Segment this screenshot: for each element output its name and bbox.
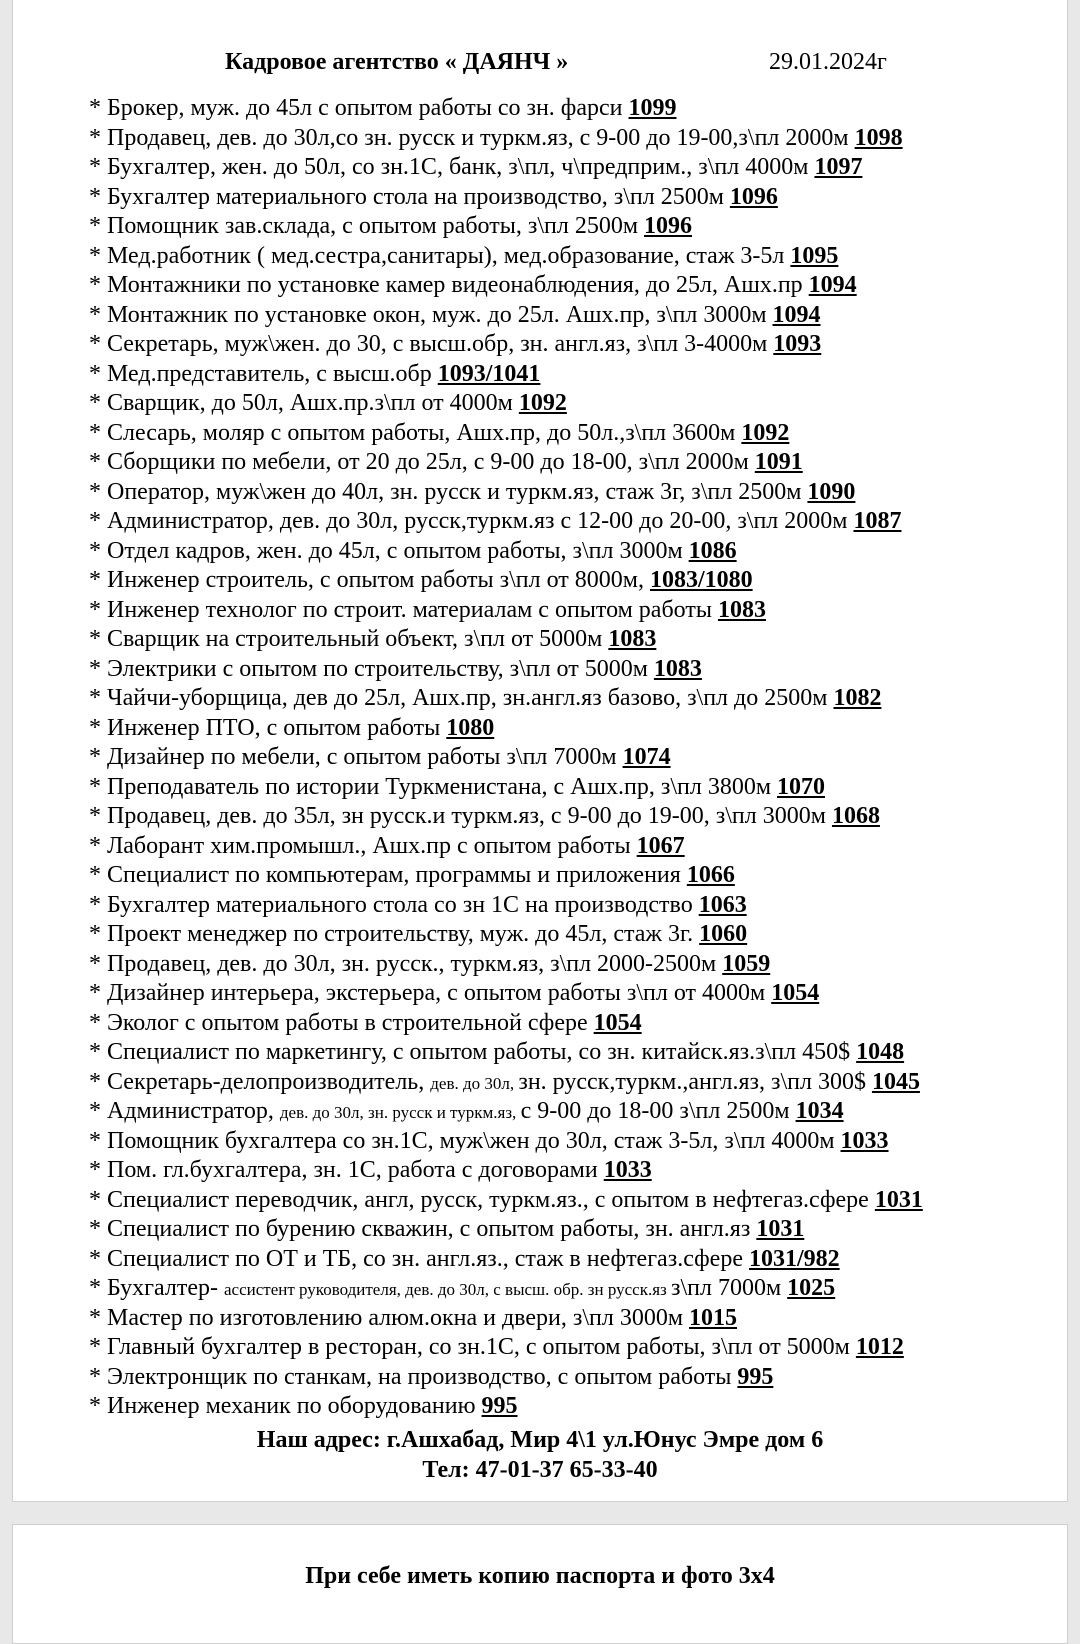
vacancy-item [89, 1156, 1059, 1186]
vacancy-text: * Сварщик, до 50л, Ашх.пр.з\пл от 4000м [89, 390, 519, 416]
vacancy-item [89, 596, 1059, 626]
vacancy-item [89, 979, 1059, 1009]
vacancy-text: * Специалист по компьютерам, программы и приложения [89, 862, 687, 888]
vacancy-text: дев. до 30л, [430, 1073, 519, 1093]
vacancy-code: 1094 [808, 272, 857, 298]
vacancy-code: 1068 [831, 803, 880, 829]
vacancy-item [89, 389, 1059, 419]
vacancy-text: * Инженер строитель, с опытом работы з\пл от 8000м, [89, 567, 650, 593]
vacancy-item [89, 212, 1059, 242]
vacancy-text: * Продавец, дев. до 30л,со зн. русск и туркм.яз, с 9-00 до 19-00,з\пл 2000м [89, 124, 855, 151]
vacancy-text: * Администратор, дев. до 30л, русск,туркм.яз с 12-00 до 20-00, з\пл 2000м [89, 508, 854, 534]
vacancy-code: 1083 [717, 596, 766, 623]
vacancy-code: 1093 [773, 331, 822, 357]
requirements-note: При себе иметь копию паспорта и фото 3х4 [305, 1563, 775, 1589]
vacancy-code: 995 [481, 1393, 518, 1419]
vacancy-item [89, 743, 1059, 773]
vacancy-text: * Пом. гл.бухгалтера, зн. 1С, работа с договорами [89, 1157, 604, 1183]
vacancy-code: 1087 [853, 508, 902, 534]
vacancy-code: 1094 [772, 301, 821, 328]
vacancy-item [89, 1215, 1059, 1245]
vacancy-item [89, 1304, 1059, 1334]
vacancy-item [89, 183, 1059, 213]
vacancy-code: 1097 [814, 154, 863, 180]
vacancy-code: 1054 [771, 980, 820, 1006]
vacancy-item [89, 625, 1059, 655]
vacancy-text: * Секретарь-делопроизводитель, [89, 1068, 431, 1095]
vacancy-text: ассистент руководителя, дев. до 30л, с высш. обр. зн русск.яз [224, 1280, 672, 1299]
document-page-2 [12, 1524, 1068, 1644]
vacancy-text: * Отдел кадров, жен. до 45л, с опытом работы, з\пл 3000м [89, 537, 689, 564]
vacancy-text: * Помощник зав.склада, с опытом работы, з\пл 2500м [89, 213, 644, 239]
vacancy-item [89, 537, 1059, 567]
vacancy-item [89, 419, 1059, 449]
vacancy-code: 1031/982 [749, 1245, 840, 1272]
vacancy-code: 1095 [790, 242, 839, 269]
vacancy-list [89, 94, 1059, 1422]
vacancy-code: 1083 [608, 626, 657, 652]
vacancy-code: 1082 [833, 685, 882, 711]
vacancy-text: * Мед.работник ( мед.сестра,санитары), мед.образование, стаж 3-5л [89, 242, 791, 269]
vacancy-code: 1092 [518, 390, 567, 416]
address-line: Наш адрес: г.Ашхабад, Мир 4\1 ул.Юнус Эмре дом 6 [256, 1427, 824, 1453]
vacancy-code: 1099 [628, 95, 677, 121]
vacancy-item [89, 360, 1059, 390]
vacancy-item [89, 507, 1059, 537]
vacancy-code: 1045 [871, 1068, 920, 1095]
vacancy-code: 1034 [795, 1098, 844, 1124]
vacancy-item [89, 1097, 1059, 1127]
vacancy-item [89, 448, 1059, 478]
vacancy-item [89, 832, 1059, 862]
vacancy-code: 1092 [741, 419, 790, 446]
vacancy-code: 1012 [855, 1334, 904, 1360]
vacancy-item [89, 950, 1059, 980]
vacancy-item [89, 1186, 1059, 1216]
vacancy-text: * Брокер, муж. до 45л с опытом работы со зн. фарси [89, 95, 629, 121]
vacancy-item [89, 124, 1059, 154]
vacancy-code: 1093/1041 [437, 360, 541, 387]
vacancy-text: дев. до 30л, зн. русск и туркм.яз, [279, 1103, 521, 1122]
vacancy-item [89, 330, 1059, 360]
vacancy-code: 1096 [729, 183, 778, 210]
vacancy-item [89, 271, 1059, 301]
vacancy-text: * Секретарь, муж\жен. до 30, с высш.обр, зн. англ.яз, з\пл 3-4000м [89, 331, 774, 357]
vacancy-item [89, 1068, 1059, 1098]
vacancy-item [89, 153, 1059, 183]
vacancy-text: * Электрики с опытом по строительству, з\пл от 5000м [89, 655, 654, 682]
vacancy-item [89, 684, 1059, 714]
vacancy-text: * Бухгалтер- [89, 1275, 224, 1301]
vacancy-item [89, 1333, 1059, 1363]
vacancy-text: * Дизайнер по мебели, с опытом работы з\пл 7000м [89, 744, 623, 770]
vacancy-text: * Мед.представитель, с высш.обр [89, 360, 438, 387]
document-date: 29.01.2024г [769, 49, 887, 75]
vacancy-item [89, 1363, 1059, 1393]
vacancy-item [89, 1392, 1059, 1422]
vacancy-item [89, 1245, 1059, 1275]
vacancy-item [89, 655, 1059, 685]
vacancy-text: * Главный бухгалтер в ресторан, со зн.1С, с опытом работы, з\пл от 5000м [89, 1334, 856, 1360]
vacancy-text: * Продавец, дев. до 30л, зн. русск., туркм.яз, з\пл 2000-2500м [89, 950, 723, 977]
vacancy-code: 1033 [603, 1157, 652, 1183]
vacancy-item [89, 773, 1059, 803]
vacancy-text: * Бухгалтер, жен. до 50л, со зн.1С, банк, з\пл, ч\предприм., з\пл 4000м [89, 154, 815, 180]
vacancy-code: 1080 [446, 714, 495, 741]
vacancy-text: * Монтажник по установке окон, муж. до 25л. Ашх.пр, з\пл 3000м [89, 301, 773, 328]
vacancy-text: * Проект менеджер по строительству, муж. до 45л, стаж 3г. [89, 921, 700, 947]
vacancy-code: 1096 [644, 213, 692, 239]
document-page [12, 0, 1068, 1502]
vacancy-text: * Чайчи-уборщица, дев до 25л, Ашх.пр, зн.англ.яз базово, з\пл до 2500м [89, 685, 834, 711]
vacancy-code: 1083 [653, 655, 702, 682]
vacancy-item [89, 94, 1059, 124]
vacancy-item [89, 478, 1059, 508]
vacancy-item [89, 920, 1059, 950]
vacancy-code: 1063 [698, 891, 747, 918]
vacancy-text: * Эколог с опытом работы в строительной сфере [89, 1009, 594, 1036]
vacancy-code: 1086 [688, 537, 737, 564]
vacancy-text: * Мастер по изготовлению алюм.окна и двери, з\пл 3000м [89, 1304, 690, 1331]
vacancy-code: 1048 [856, 1039, 905, 1065]
vacancy-text: * Оператор, муж\жен до 40л, зн. русск и туркм.яз, стаж 3г, з\пл 2500м [89, 478, 808, 505]
vacancy-code: 1090 [807, 478, 856, 505]
vacancy-text: зн. русск,туркм.,англ.яз, з\пл 300$ [518, 1068, 872, 1095]
vacancy-code: 1060 [699, 921, 748, 947]
vacancy-text: * Специалист по бурению скважин, с опытом работы, зн. англ.яз [89, 1216, 757, 1242]
vacancy-text: * Сборщики по мебели, от 20 до 25л, с 9-00 до 18-00, з\пл 2000м [89, 449, 755, 475]
vacancy-code: 995 [737, 1363, 774, 1390]
vacancy-code: 1025 [787, 1275, 836, 1301]
document-header [13, 42, 1067, 82]
vacancy-code: 1091 [754, 449, 803, 475]
vacancy-text: * Бухгалтер материального стола со зн 1С на производство [89, 891, 699, 918]
vacancy-code: 1083/1080 [649, 567, 753, 593]
vacancy-item [89, 1274, 1059, 1304]
phone-line: Тел: 47-01-37 65-33-40 [422, 1457, 658, 1483]
vacancy-text: * Инженер технолог по строит. материалам с опытом работы [89, 596, 718, 623]
vacancy-text: * Электронщик по станкам, на производство, с опытом работы [89, 1363, 738, 1390]
vacancy-item [89, 1127, 1059, 1157]
vacancy-text: * Помощник бухгалтера со зн.1С, муж\жен до 30л, стаж 3-5л, з\пл 4000м [89, 1127, 841, 1154]
vacancy-item [89, 861, 1059, 891]
vacancy-text: * Инженер ПТО, с опытом работы [89, 714, 447, 741]
vacancy-text: з\пл 7000м [671, 1275, 788, 1301]
vacancy-code: 1074 [622, 744, 671, 770]
vacancy-text: * Сварщик на строительный объект, з\пл от 5000м [89, 626, 609, 652]
vacancy-text: * Инженер механик по оборудованию [89, 1393, 482, 1419]
vacancy-text: * Слесарь, моляр с опытом работы, Ашх.пр, до 50л.,з\пл 3600м [89, 419, 742, 446]
vacancy-item [89, 1038, 1059, 1068]
vacancy-text: * Дизайнер интерьера, экстерьера, с опытом работы з\пл от 4000м [89, 980, 772, 1006]
vacancy-text: * Специалист по ОТ и ТБ, со зн. англ.яз., стаж в нефтегаз.сфере [89, 1245, 749, 1272]
vacancy-item [89, 802, 1059, 832]
vacancy-code: 1059 [722, 950, 771, 977]
vacancy-item [89, 891, 1059, 921]
vacancy-text: * Продавец, дев. до 35л, зн русск.и туркм.яз, с 9-00 до 19-00, з\пл 3000м [89, 803, 832, 829]
vacancy-code: 1031 [874, 1186, 923, 1213]
vacancy-code: 1054 [593, 1009, 642, 1036]
vacancy-code: 1033 [840, 1127, 889, 1154]
vacancy-item [89, 242, 1059, 272]
vacancy-code: 1067 [636, 832, 685, 859]
vacancy-code: 1098 [854, 124, 903, 151]
vacancy-item [89, 301, 1059, 331]
vacancy-code: 1015 [689, 1304, 738, 1331]
vacancy-text: * Специалист переводчик, англ, русск, туркм.яз., с опытом в нефтегаз.сфере [89, 1186, 875, 1213]
vacancy-text: * Администратор, [89, 1098, 280, 1124]
vacancy-item [89, 566, 1059, 596]
vacancy-code: 1070 [777, 773, 826, 800]
vacancy-code: 1066 [686, 862, 735, 888]
vacancy-text: * Лаборант хим.промышл., Ашх.пр с опытом работы [89, 832, 637, 859]
vacancy-code: 1031 [756, 1216, 805, 1242]
vacancy-text: * Бухгалтер материального стола на производство, з\пл 2500м [89, 183, 730, 210]
vacancy-text: с 9-00 до 18-00 з\пл 2500м [520, 1098, 796, 1124]
vacancy-item [89, 1009, 1059, 1039]
vacancy-text: * Специалист по маркетингу, с опытом работы, со зн. китайск.яз.з\пл 450$ [89, 1039, 857, 1065]
agency-title: Кадровое агентство « ДАЯНЧ » [225, 49, 569, 75]
vacancy-text: * Монтажники по установке камер видеонаблюдения, до 25л, Ашх.пр [89, 272, 809, 298]
vacancy-text: * Преподаватель по истории Туркменистана, с Ашх.пр, з\пл 3800м [89, 773, 778, 800]
vacancy-item [89, 714, 1059, 744]
